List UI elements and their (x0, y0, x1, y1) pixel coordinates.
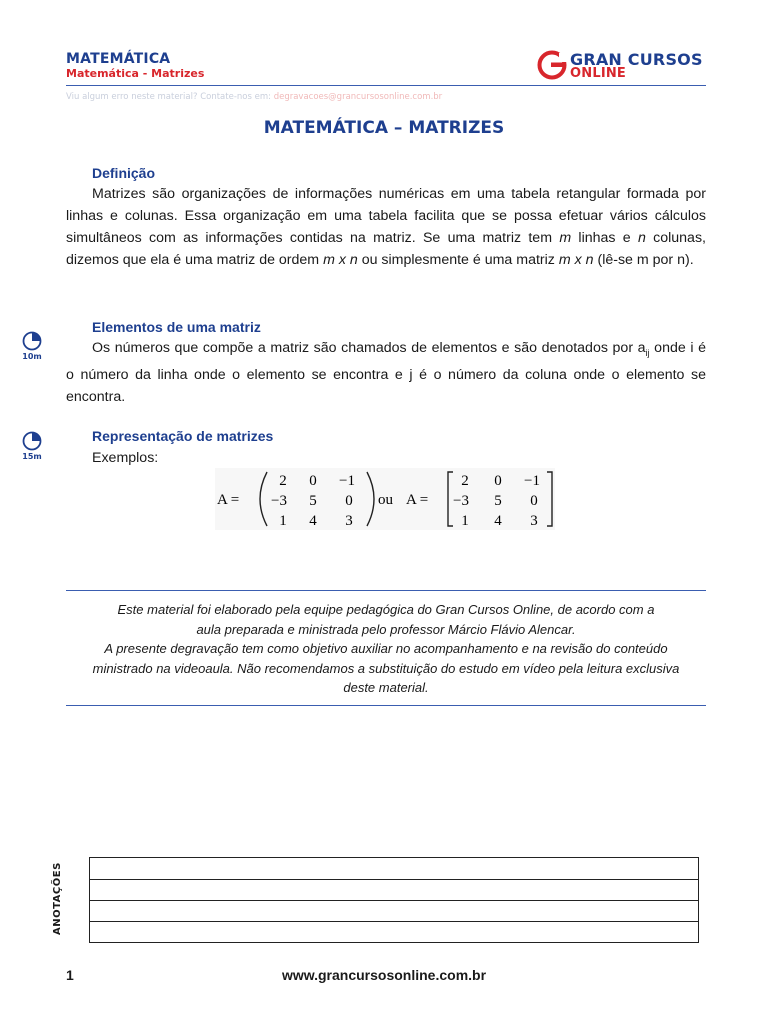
page-title: MATEMÁTICA – MATRIZES (263, 118, 505, 138)
clock-icon (22, 431, 42, 451)
matrix-cell: −1 (339, 473, 355, 489)
matrix-cell: 0 (345, 493, 353, 509)
right-paren (367, 472, 374, 526)
matrix-label-right: A = (406, 492, 429, 508)
notes-line (90, 879, 698, 880)
paragraph-exemplos: Exemplos: (92, 450, 159, 466)
matrix-cell: 4 (309, 513, 317, 529)
matrix-cell: 2 (461, 473, 469, 489)
timer-label: 10m (22, 352, 42, 361)
notes-box[interactable] (89, 857, 699, 943)
header-topic: Matemática - Matrizes (66, 67, 205, 80)
logo-text-online: ONLINE (570, 66, 627, 81)
heading-elementos: Elementos de uma matriz (92, 319, 261, 335)
disclaimer-bottom-rule (66, 705, 706, 706)
disclaimer-line-2: A presente degravação tem como objetivo auxiliar no acompanhamento e na revisão do conteúdo ministrado na videoaula. Não recomendamos a substituição do estudo em vídeo pela leitura exclusiva deste material. (92, 641, 680, 695)
clock-icon (22, 331, 42, 351)
matrix-cell: −3 (271, 493, 287, 509)
matrix-cell: −3 (453, 493, 469, 509)
disclaimer (66, 600, 706, 698)
matrix-cell: 1 (279, 513, 287, 529)
disclaimer-top-rule (66, 590, 706, 591)
paragraph-definicao: Matrizes são organizações de informações numéricas em uma tabela retangular formada por linhas e colunas. Essa organização em uma tabela facilita que se possa efetuar vários cálculos simultâneos com as informações contidas na matriz. Se uma matriz tem m linhas e n colunas, dizemos que ela é uma matriz de ordem m x n ou simplesmente é uma matriz m x n (lê-se m por n). (66, 186, 706, 268)
notes-line (90, 921, 698, 922)
error-notice-email[interactable]: degravacoes@grancursosonline.com.br (273, 92, 443, 102)
matrix-label-left: A = (217, 492, 240, 508)
disclaimer-line-1: Este material foi elaborado pela equipe pedagógica do Gran Cursos Online, de acordo com a aula preparada e ministrada pelo professor Márcio Flávio Alencar. (117, 602, 655, 637)
left-paren (260, 472, 267, 526)
header-subject: MATEMÁTICA (66, 51, 171, 67)
timer-10m (20, 331, 44, 361)
heading-representacao: Representação de matrizes (92, 428, 274, 444)
footer-site-link[interactable]: www.grancursosonline.com.br (281, 967, 487, 983)
matrix-cell: 0 (309, 473, 317, 489)
error-notice (66, 92, 442, 102)
matrix-cell: 5 (494, 493, 502, 509)
matrix-cell: 1 (461, 513, 469, 529)
notes-label: ANOTAÇÕES (52, 862, 63, 935)
logo (537, 50, 569, 82)
timer-15m (20, 431, 44, 461)
page-number: 1 (66, 967, 74, 983)
matrix-example-svg (215, 468, 555, 530)
gran-g-logo-icon (537, 50, 567, 80)
logo-text-gran-cursos: GRAN CURSOS (570, 50, 703, 69)
matrix-cell: 3 (530, 513, 538, 529)
header-divider (66, 85, 706, 86)
right-bracket (547, 472, 552, 526)
matrix-cell: 4 (494, 513, 502, 529)
matrix-cell: 2 (279, 473, 287, 489)
matrix-cell: 5 (309, 493, 317, 509)
matrix-conjunction: ou (378, 492, 393, 508)
notes-line (90, 900, 698, 901)
matrix-cell: −1 (524, 473, 540, 489)
matrix-cell: 3 (345, 513, 353, 529)
paragraph-elementos: Os números que compõe a matriz são chamados de elementos e são denotados por $a_{ij}$ onde i é o número da linha onde o elemento se encontra e j é o número da coluna onde o elemento se encontra. (66, 340, 707, 405)
matrix-cell: 0 (494, 473, 502, 489)
matrix-example-figure (215, 468, 555, 530)
error-notice-text: Viu algum erro neste material? Contate-nos em: (66, 92, 271, 102)
timer-label: 15m (22, 452, 42, 461)
matrix-cell: 0 (530, 493, 538, 509)
heading-definicao: Definição (92, 165, 156, 181)
